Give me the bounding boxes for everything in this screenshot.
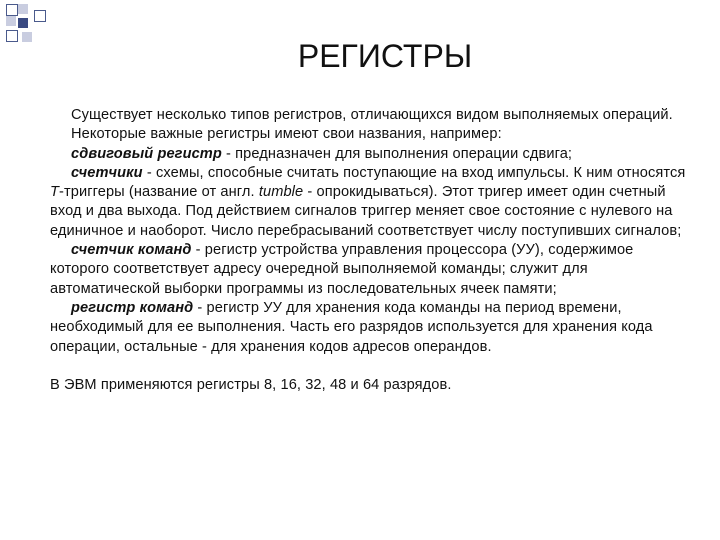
definition: -триггеры (название от англ. [59,184,259,201]
paragraph [50,299,690,357]
definition: - схемы, способные считать поступающие на вход импульсы. К ним относятся [142,164,686,181]
term: счетчики [71,164,143,181]
term: счетчик команд [71,242,192,259]
body-text [50,106,690,395]
paragraph: В ЭВМ применяются регистры 8, 16, 32, 48 и 64 разрядов. [50,376,452,393]
definition: - регистр УУ для хранения кода команды на период времени, необходимый для ее выполнения. Часть его разрядов используется для хранения кода операции, остальные - для хранения кодов адресов операндов. [50,299,653,355]
paragraph [50,145,690,164]
paragraph: Существует несколько типов регистров, отличающихся видом выполняемых операций. [71,107,673,123]
square-icon [6,4,18,16]
paragraph: Некоторые важные регистры имеют свои названия, например: [71,126,502,143]
page-title: РЕГИСТРЫ [297,38,473,74]
term: регистр команд [71,299,194,316]
paragraph [50,164,690,241]
square-icon [18,4,28,14]
square-icon [34,10,46,22]
definition: - регистр устройства управления процессора (УУ), содержимое которого соответствует адресу очередной выполняемой команды; служит для автоматической выборки программы из последовательных ячеек памяти; [50,242,634,297]
term: сдвиговый регистр [71,145,222,162]
t-letter: Т [50,184,60,201]
english-word: tumble [258,184,304,201]
paragraph [50,241,690,299]
square-icon [18,18,28,28]
definition: - предназначен для выполнения операции сдвига; [221,145,573,162]
square-icon [6,16,16,26]
definition: - опрокидываться). Этот тригер имеет один счетный вход и два выхода. Под действием сигналов триггер меняет свое состояние с нулевого на единичное и наоборот. Число перебрасываний соответствует числу поступивших сигналов; [50,184,682,239]
